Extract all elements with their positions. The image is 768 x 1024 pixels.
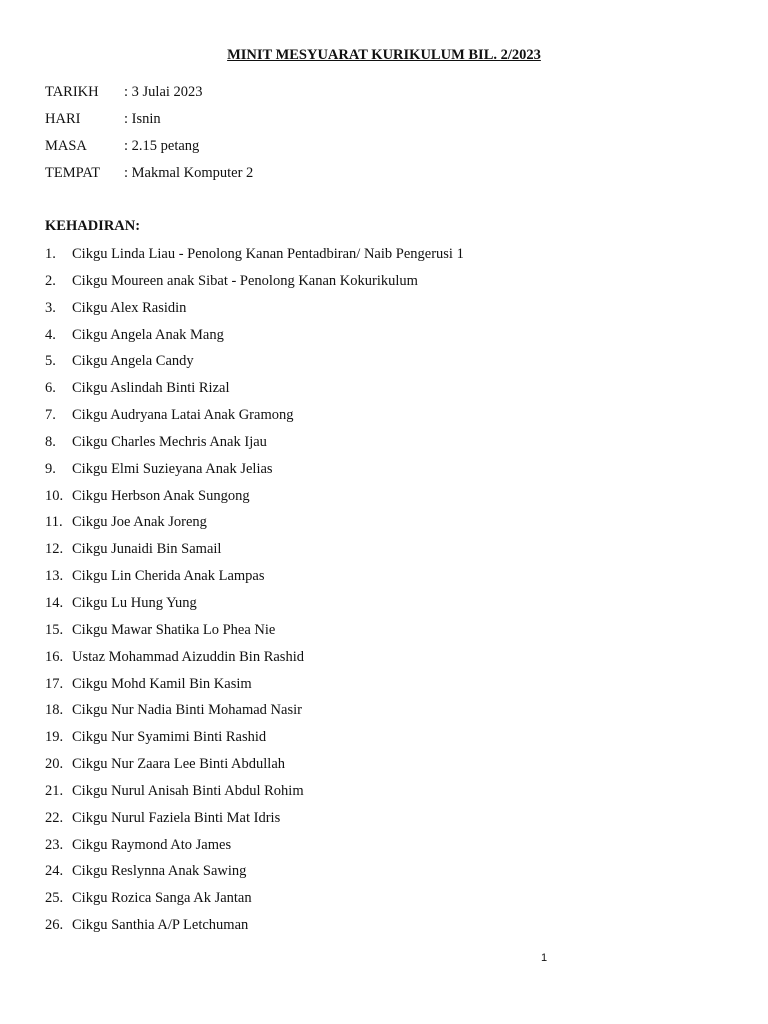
list-item [45,782,464,809]
list-item-number: 15. [45,621,64,638]
attendee-name: Cikgu Nurul Faziela Binti Mat Idris [72,809,281,826]
meta-row [45,137,253,164]
list-item [45,862,464,889]
list-item-number: 7. [45,407,56,424]
list-item-number: 9. [45,460,56,477]
list-item [45,272,464,299]
list-item [45,594,464,621]
attendee-name: Cikgu Alex Rasidin [72,299,187,316]
attendee-name: Cikgu Elmi Suzieyana Anak Jelias [72,460,273,477]
list-item [45,460,464,487]
attendee-name: Cikgu Lu Hung Yung [72,594,197,611]
attendance-heading: KEHADIRAN: [45,218,141,234]
list-item [45,701,464,728]
meta-value: : Isnin [124,111,161,127]
meta-value: : 2.15 petang [124,138,200,154]
attendance-list [45,245,464,943]
document-title: MINIT MESYUARAT KURIKULUM BIL. 2/2023 [227,47,541,63]
attendee-name: Cikgu Angela Candy [72,353,194,370]
attendee-name: Cikgu Joe Anak Joreng [72,514,207,531]
list-item-number: 2. [45,272,56,289]
list-item-number: 23. [45,836,64,853]
list-item [45,621,464,648]
attendee-name: Cikgu Raymond Ato James [72,836,232,853]
list-item-number: 25. [45,890,64,907]
list-item [45,648,464,675]
attendee-name: Cikgu Linda Liau - Penolong Kanan Pentadbiran/ Naib Pengerusi 1 [72,246,464,262]
attendee-name: Cikgu Junaidi Bin Samail [72,541,222,558]
list-item [45,299,464,326]
list-item-number: 22. [45,809,64,826]
list-item [45,540,464,567]
attendee-name: Cikgu Aslindah Binti Rizal [72,380,230,397]
attendee-name: Cikgu Lin Cherida Anak Lampas [72,568,265,585]
attendee-name: Cikgu Charles Mechris Anak Ijau [72,433,267,450]
list-item [45,567,464,594]
meta-value: : 3 Julai 2023 [124,84,203,100]
list-item-number: 12. [45,541,64,558]
list-item-number: 21. [45,782,64,799]
list-item [45,433,464,460]
meta-key: HARI [45,111,81,127]
meeting-details [45,83,253,191]
list-item-number: 10. [45,487,64,504]
list-item [45,675,464,702]
page-number: 1 [541,952,548,964]
list-item [45,755,464,782]
attendee-name: Cikgu Reslynna Anak Sawing [72,863,247,880]
list-item-number: 11. [45,514,63,531]
meta-row [45,164,253,191]
list-item [45,809,464,836]
list-item-number: 5. [45,353,56,370]
attendee-name: Cikgu Mawar Shatika Lo Phea Nie [72,621,276,638]
list-item [45,406,464,433]
list-item-number: 18. [45,702,64,719]
list-item [45,352,464,379]
attendee-name: Cikgu Rozica Sanga Ak Jantan [72,890,252,907]
attendee-name: Cikgu Nurul Anisah Binti Abdul Rohim [72,782,304,799]
list-item-number: 4. [45,326,56,343]
list-item [45,245,464,272]
meta-key: TEMPAT [45,165,101,181]
list-item [45,487,464,514]
list-item [45,326,464,353]
attendee-name: Cikgu Angela Anak Mang [72,326,224,343]
meta-key: MASA [45,138,87,154]
list-item [45,889,464,916]
attendee-name: Ustaz Mohammad Aizuddin Bin Rashid [72,648,304,665]
list-item [45,836,464,863]
attendee-name: Cikgu Moureen anak Sibat - Penolong Kanan Kokurikulum [72,272,418,289]
list-item-number: 20. [45,756,64,773]
meta-value: : Makmal Komputer 2 [124,165,254,181]
attendee-name: Cikgu Audryana Latai Anak Gramong [72,407,294,424]
list-item [45,379,464,406]
attendee-name: Cikgu Nur Zaara Lee Binti Abdullah [72,756,286,773]
attendee-name: Cikgu Herbson Anak Sungong [72,487,250,504]
list-item [45,728,464,755]
list-item [45,513,464,540]
list-item-number: 6. [45,380,56,397]
attendee-name: Cikgu Nur Nadia Binti Mohamad Nasir [72,702,302,719]
list-item-number: 14. [45,594,64,611]
meta-row [45,83,253,110]
attendee-name: Cikgu Nur Syamimi Binti Rashid [72,729,267,746]
attendee-name: Cikgu Mohd Kamil Bin Kasim [72,675,252,692]
list-item-number: 13. [45,568,64,585]
meta-row [45,110,253,137]
list-item-number: 1. [45,246,56,262]
list-item-number: 8. [45,433,56,450]
attendee-name: Cikgu Santhia A/P Letchuman [72,917,249,934]
list-item-number: 17. [45,675,64,692]
meta-key: TARIKH [45,84,99,100]
list-item-number: 16. [45,648,64,665]
list-item-number: 24. [45,863,64,880]
list-item-number: 3. [45,299,56,316]
list-item [45,916,464,943]
list-item-number: 26. [45,917,64,934]
list-item-number: 19. [45,729,64,746]
